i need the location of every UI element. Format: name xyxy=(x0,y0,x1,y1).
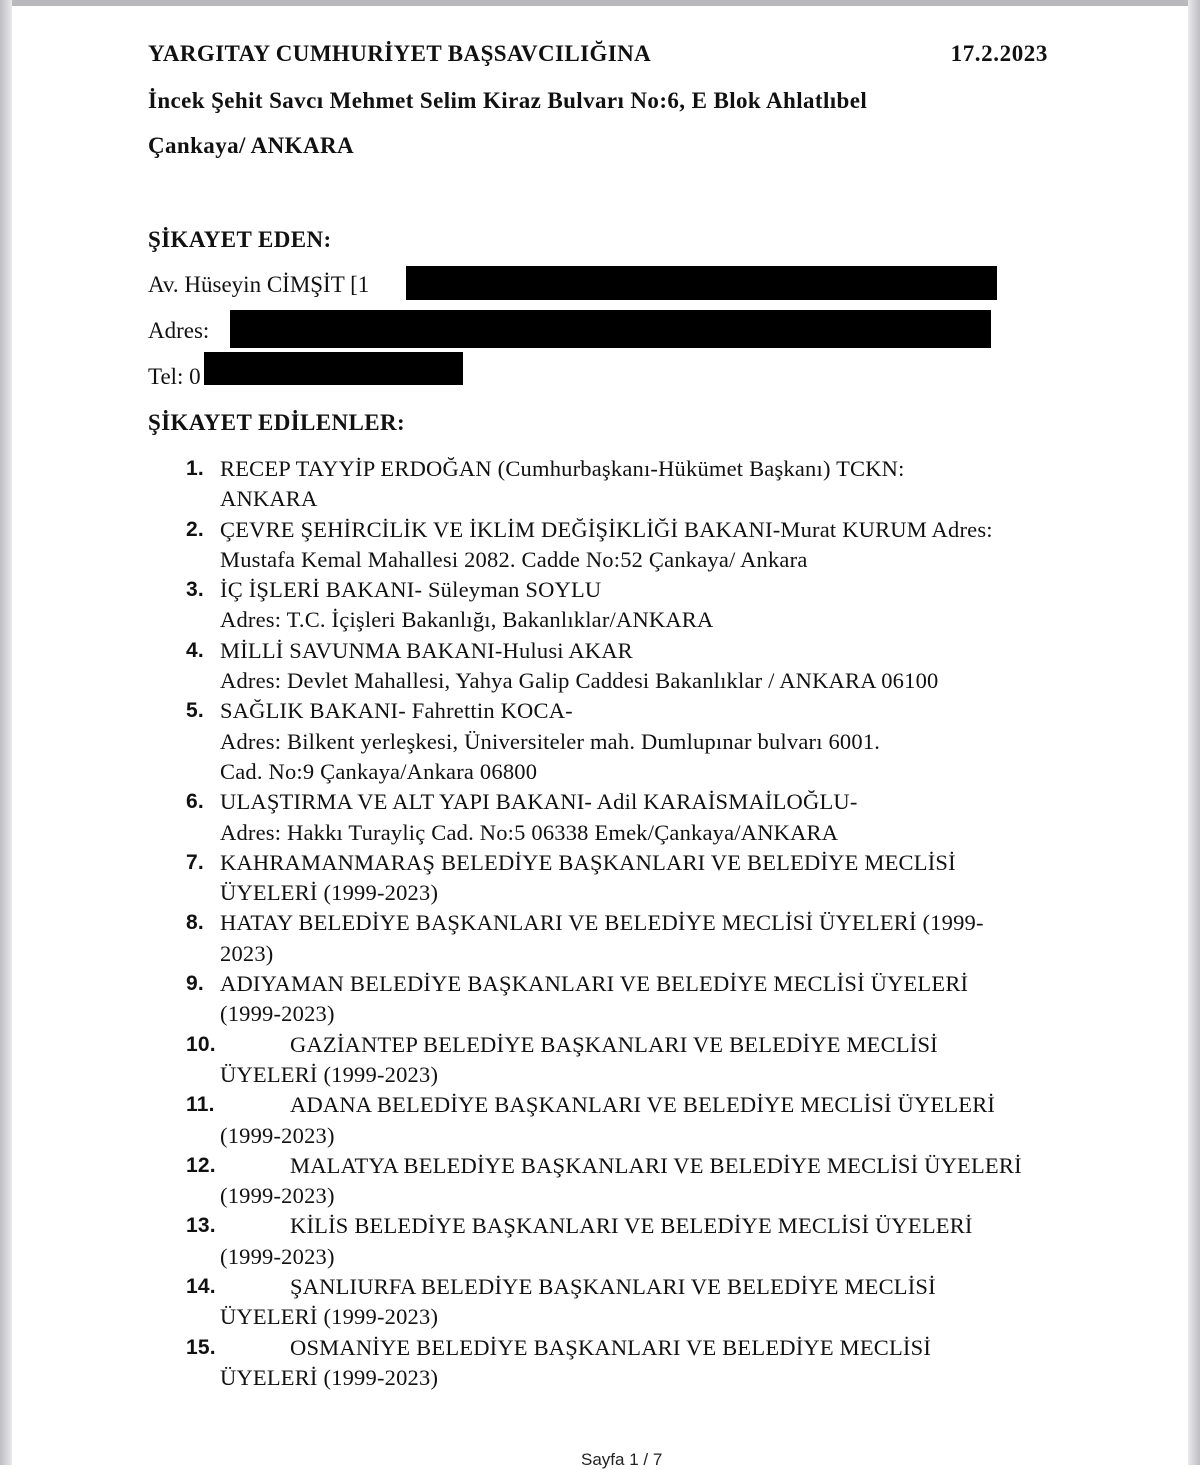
list-item-text: ÜYELERİ (1999-2023) xyxy=(220,880,439,906)
complainant-name: Av. Hüseyin CİMŞİT [1 xyxy=(148,272,370,297)
list-item xyxy=(186,696,1126,787)
list-item-number: 13. xyxy=(186,1214,216,1238)
list-item-text: (1999-2023) xyxy=(220,1122,335,1148)
list-item-text: ŞANLIURFA BELEDİYE BAŞKANLARI VE BELEDİYE MECLİSİ xyxy=(290,1274,936,1300)
list-item-text: ÜYELERİ (1999-2023) xyxy=(220,1304,439,1330)
list-item-text: HATAY BELEDİYE BAŞKANLARI VE BELEDİYE MECLİSİ ÜYELERİ (1999- xyxy=(220,910,984,936)
list-item-text: ADANA BELEDİYE BAŞKANLARI VE BELEDİYE MECLİSİ ÜYELERİ xyxy=(290,1092,996,1118)
list-item-text: ÜYELERİ (1999-2023) xyxy=(220,1364,439,1390)
list-item-number: 3. xyxy=(186,578,204,602)
list-item xyxy=(186,969,1126,1030)
list-item xyxy=(186,1333,1126,1394)
list-item-number: 7. xyxy=(186,850,204,874)
list-item-text: Adres: Hakkı Turayliç Cad. No:5 06338 Emek/Çankaya/ANKARA xyxy=(220,819,839,845)
addressee-address-line-2: Çankaya/ ANKARA xyxy=(148,133,355,158)
list-item-text: KAHRAMANMARAŞ BELEDİYE BAŞKANLARI VE BELEDİYE MECLİSİ xyxy=(220,849,956,875)
document-date: 17.2.2023 xyxy=(950,41,1048,66)
addressee-address-line-1: İncek Şehit Savcı Mehmet Selim Kiraz Bulvarı No:6, E Blok Ahlatlıbel xyxy=(148,88,868,113)
list-item-number: 5. xyxy=(186,699,204,723)
list-item-text: (1999-2023) xyxy=(220,1183,335,1209)
list-item-text: İÇ İŞLERİ BAKANI- Süleyman SOYLU xyxy=(220,577,602,603)
list-item-text: 2023) xyxy=(220,940,274,966)
list-item-text: RECEP TAYYİP ERDOĞAN (Cumhurbaşkanı-Hükümet Başkanı) TCKN: xyxy=(220,456,905,481)
list-item xyxy=(186,787,1126,848)
list-item-text: (1999-2023) xyxy=(220,1243,335,1269)
list-item-text: Adres: Bilkent yerleşkesi, Üniversiteler mah. Dumlupınar bulvarı 6001. xyxy=(220,728,881,754)
list-item-number: 11. xyxy=(186,1093,215,1117)
list-item-text: Mustafa Kemal Mahallesi 2082. Cadde No:52 Çankaya/ Ankara xyxy=(220,546,808,572)
list-item-text: ULAŞTIRMA VE ALT YAPI BAKANI- Adil KARAİSMAİLOĞLU- xyxy=(220,789,858,815)
list-item xyxy=(186,908,1126,969)
list-item-number: 1. xyxy=(186,457,204,480)
redaction-bar-name xyxy=(406,266,997,300)
list-item-number: 2. xyxy=(186,517,204,541)
list-item-number: 6. xyxy=(186,790,204,814)
list-item-text: MİLLİ SAVUNMA BAKANI-Hulusi AKAR xyxy=(220,637,633,663)
list-item-text: ÇEVRE ŞEHİRCİLİK VE İKLİM DEĞİŞİKLİĞİ BAKANI-Murat KURUM Adres: xyxy=(220,516,993,542)
list-item-number: 10. xyxy=(186,1032,216,1056)
list-item-text: Adres: T.C. İçişleri Bakanlığı, Bakanlıklar/ANKARA xyxy=(220,607,714,633)
list-item xyxy=(186,454,1126,515)
list-item xyxy=(186,636,1126,697)
list-item xyxy=(186,575,1126,636)
list-item-text: (1999-2023) xyxy=(220,1001,335,1027)
list-item-text: KİLİS BELEDİYE BAŞKANLARI VE BELEDİYE MECLİSİ ÜYELERİ xyxy=(290,1213,973,1239)
list-item-number: 9. xyxy=(186,972,204,996)
list-item-text: MALATYA BELEDİYE BAŞKANLARI VE BELEDİYE MECLİSİ ÜYELERİ xyxy=(290,1152,1022,1178)
list-item-number: 4. xyxy=(186,638,204,662)
list-item-text: OSMANİYE BELEDİYE BAŞKANLARI VE BELEDİYE MECLİSİ xyxy=(290,1334,932,1360)
complainant-phone-label: Tel: 0 xyxy=(148,364,201,389)
list-item xyxy=(186,515,1126,576)
redaction-bar-address xyxy=(230,310,991,348)
complainant-heading: ŞİKAYET EDEN: xyxy=(148,227,332,252)
list-item-text: GAZİANTEP BELEDİYE BAŞKANLARI VE BELEDİYE MECLİSİ xyxy=(290,1031,938,1057)
list-item-number: 14. xyxy=(186,1275,216,1299)
addressee-heading: YARGITAY CUMHURİYET BAŞSAVCILIĞINA xyxy=(148,41,652,66)
list-item xyxy=(186,1151,1126,1212)
list-item-text: SAĞLIK BAKANI- Fahrettin KOCA- xyxy=(220,698,573,724)
list-item xyxy=(186,1030,1126,1091)
defendants-heading: ŞİKAYET EDİLENLER: xyxy=(148,410,406,435)
list-item xyxy=(186,1211,1126,1272)
list-item xyxy=(186,1272,1126,1333)
list-item-text: Adres: Devlet Mahallesi, Yahya Galip Caddesi Bakanlıklar / ANKARA 06100 xyxy=(220,668,939,694)
list-item xyxy=(186,848,1126,909)
defendants-list xyxy=(186,454,1126,1393)
list-item-number: 8. xyxy=(186,911,204,935)
list-item-text: ADIYAMAN BELEDİYE BAŞKANLARI VE BELEDİYE MECLİSİ ÜYELERİ xyxy=(220,971,969,997)
list-item-text: ANKARA xyxy=(220,486,318,512)
redaction-bar-phone xyxy=(204,352,463,385)
list-item-text: ÜYELERİ (1999-2023) xyxy=(220,1061,439,1087)
page-indicator: Sayfa 1 / 7 xyxy=(581,1450,663,1469)
list-item xyxy=(186,1090,1126,1151)
list-item-text: Cad. No:9 Çankaya/Ankara 06800 xyxy=(220,758,538,784)
list-item-number: 15. xyxy=(186,1335,216,1359)
complainant-address-label: Adres: xyxy=(148,318,210,343)
list-item-number: 12. xyxy=(186,1153,216,1177)
